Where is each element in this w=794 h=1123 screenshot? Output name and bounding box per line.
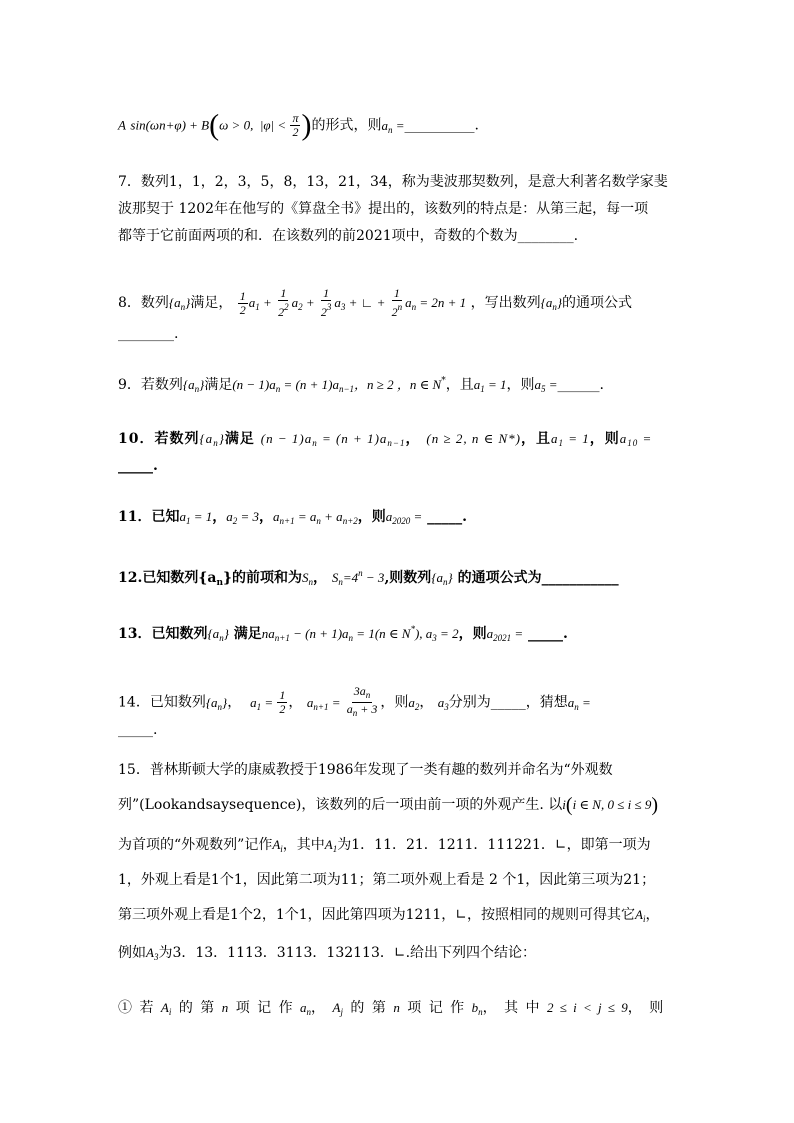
q15-line3: 为首项的“外观数列”记作$A_i$，其中$A_1$为1．11．21．1211．111221．∟，即第一项为 [118, 837, 651, 854]
q15-line5: 第三项外观上看是1个2，1个1，因此第四项为1211，∟，按照相同的规则可得其它$A_i$， [118, 907, 660, 924]
q15-line2: 列”(Lookandsaysequence)，该数列的后一项由前一项的外观产生. 以i(i ∈ N, 0 ≤ i ≤ 9) [118, 794, 659, 816]
q15-line6: 例如$A_3$为3．13．1113．3113．132113．∟.给出下列四个结论： [118, 945, 537, 962]
q12: 12.已知数列$\{a_n\}$的前项和为$S_n$， $S_n=4^n - 3$,则数列$\{a_n\}$ 的通项公式为___________ [118, 568, 619, 588]
q6-blank: __________. [404, 117, 479, 134]
q6-formula: A [118, 117, 126, 133]
q15-line4: 1，外观上看是1个1，因此第二项为11；第二项外观上看是 2 个1，因此第三项为21； [118, 872, 656, 888]
q7-line2: 波那契于 1202年在他写的《算盘全书》提出的，该数列的特点是：从第三起，每一项 [118, 201, 649, 217]
q11: 11．已知$a_1 = 1$，$a_2 = 3$，$a_{n+1} = a_n + a_{n+2}$，则$a_{2020}$ = _____. [118, 509, 468, 526]
q9: 9．若数列$\{a_n\}$满足$(n - 1)a_n = (n + 1)a_{n-1}$，n ≥ 2 ，n ∈ N*，且$a_1 = 1$，则$a_5$ =______. [118, 376, 604, 394]
q13: 13．已知数列$\{a_n\}$ 满足$na_{n+1} - (n + 1)a_n = 1(n$ ∈ N*), $a_3 = 2$，则$a_{2021}$ = _____. [118, 624, 568, 643]
q6-tail: A sin(ωn+φ) + B(ω > 0, |φ| < $\frac{\pi}{2}$ )的形式，则$a_n$ =__________. [118, 108, 479, 142]
q7-line1: 7．数列1，1，2，3，5，8，13，21，34，称为斐波那契数列，是意大利著名数学家斐 [118, 174, 668, 190]
q14: 14．已知数列$\{a_n\}$， $a_1$ = $\frac{1}{2}$ ， $a_{n+1}$ = $\frac{3a_n}{a_n + 3}$ ，则$a_2$， $a_3$分别为_____，猜想$a_n$ = [118, 684, 591, 718]
q6-text: 的形式，则 [311, 117, 382, 134]
q15-line7: ① 若 $A_i$ 的 第 n 项 记 作 $a_n$， $A_j$ 的 第 n 项 记 作 $b_n$， 其 中 2 ≤ i < j ≤ 9， 则 [118, 1000, 664, 1017]
q8: 8．数列$\{a_n\}$满足， $\frac{1}{2}$ $a_1$ + $\frac{1}{2^2}$ $a_2$ + $\frac{1}{2^3}$ $a_3$ + ∟ + $\frac{1}{2^n}$ $a_n = 2n + 1$ ，写出数列$\{a_n\}$的通项公式 [118, 286, 633, 319]
q14-end: _____. [118, 722, 158, 738]
q7-line3: 都等于它前面两项的和．在该数列的前2021项中，奇数的个数为________. [118, 228, 579, 244]
q10: 10．若数列$\{a_n\}$满足 $(n - 1)a_n = (n + 1)a_{n-1}$， (n ≥ 2, n ∈ N*)，且$a_1 = 1$，则$a_{10}$ = [118, 431, 653, 448]
q10-blank: _____. [118, 458, 158, 474]
q8-blank: ________. [118, 326, 179, 342]
q15-line1: 15．普林斯顿大学的康威教授于1986年发现了一类有趣的数列并命名为“外观数 [118, 762, 613, 778]
